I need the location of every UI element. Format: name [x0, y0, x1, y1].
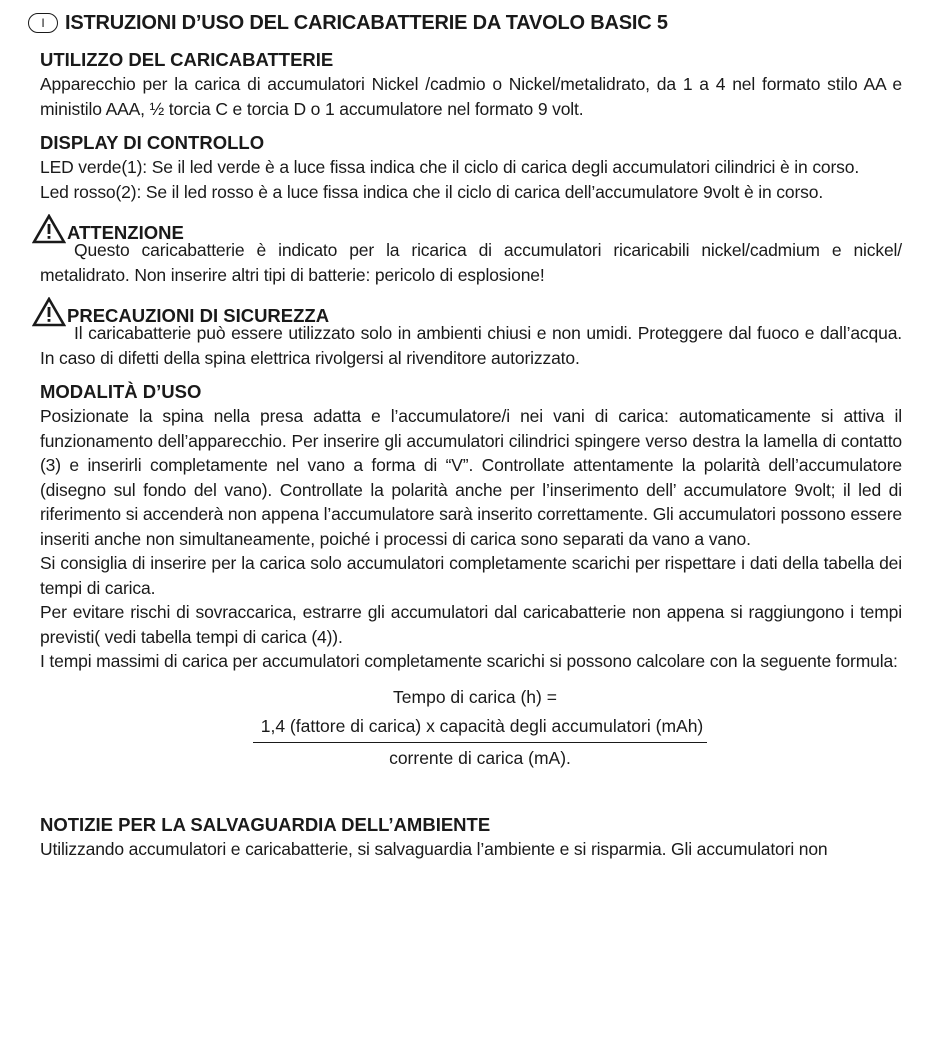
section-title-attenzione: ATTENZIONE [67, 222, 184, 243]
language-badge: I [28, 13, 58, 33]
paragraph-led-green: LED verde(1): Se il led verde è a luce fissa indica che il ciclo di carica degli accumulatori cilindrici è in corso. [40, 157, 860, 177]
document-title-text: ISTRUZIONI D’USO DEL CARICABATTERIE DA TAVOLO BASIC 5 [65, 12, 668, 34]
formula-denominator: corrente di carica (mA). [389, 747, 571, 768]
paragraph-ambiente: Utilizzando accumulatori e caricabatterie, si salvaguardia l’ambiente e si risparmia. Gli accumulatori non [40, 838, 828, 859]
paragraph-modalita-2: Si consiglia di inserire per la carica solo accumulatori completamente scarichi per rispettare i dati della tabella dei tempi di carica. [40, 553, 902, 598]
document-title [40, 8, 902, 38]
paragraph-modalita-4: I tempi massimi di carica per accumulatori completamente scarichi si possono calcolare con la seguente formula: [40, 651, 898, 671]
section-attenzione [40, 214, 902, 287]
section-utilizzo [40, 48, 902, 121]
paragraph-attenzione: Questo caricabatterie è indicato per la ricarica di accumulatori ricaricabili nickel/cadmium e nickel/ metalidrato. Non inserire altri tipi di batterie: pericolo di esplosione! [40, 240, 902, 285]
paragraph-modalita-3: Per evitare rischi di sovraccarica, estrarre gli accumulatori dal caricabatterie non appena si raggiungono i tempi previsti( vedi tabella tempi di carica (4)). [40, 602, 902, 647]
section-precauzioni [40, 297, 902, 370]
warning-triangle-icon [32, 297, 66, 327]
section-title-ambiente: NOTIZIE PER LA SALVAGUARDIA DELL’AMBIENTE [40, 813, 491, 835]
paragraph-led-red: Led rosso(2): Se il led rosso è a luce fissa indica che il ciclo di carica dell’accumulatore 9volt è in corso. [40, 181, 824, 202]
paragraph-modalita-1: Posizionate la spina nella presa adatta e l’accumulatore/i nei vani di carica: automaticamente si attiva il funzionamento dell’apparecchio. Per inserire gli accumulatori cilindrici spingere verso destra la lamella di contatto (3) e inserirli completamente nel vano a forma di “V”. Controllate attentamente la polarità dell’accumulatore (disegno sul fondo del vano). Controllate la polarità anche per l’inserimento dell’ accumulatore 9volt; il led di riferimento si accenderà non appena l’accumulatore sarà inserito correttamente. Gli accumulatori possono essere inseriti anche non simultaneamente, poiché i processi di carica sono separati da vano a vano. [40, 406, 902, 549]
section-title-precauzioni: PRECAUZIONI DI SICUREZZA [67, 305, 330, 326]
section-display [40, 131, 902, 204]
formula-fraction [253, 712, 708, 773]
warning-triangle-icon [32, 214, 66, 244]
paragraph-utilizzo: Apparecchio per la carica di accumulatori Nickel /cadmio o Nickel/metalidrato, da 1 a 4 nel formato stilo AA e ministilo AAA, ½ torcia C e torcia D o 1 accumulatore nel formato 9 volt. [40, 74, 902, 119]
section-title-utilizzo: UTILIZZO DEL CARICABATTERIE [40, 49, 334, 70]
formula-numerator: 1,4 (fattore di carica) x capacità degli accumulatori (mAh) [253, 712, 708, 743]
section-ambiente [40, 813, 902, 862]
formula-lhs: Tempo di carica (h) = [393, 686, 557, 707]
instruction-page [40, 8, 902, 861]
section-title-display: DISPLAY DI CONTROLLO [40, 132, 265, 153]
section-title-modalita: MODALITÀ D’USO [40, 381, 202, 402]
paragraph-precauzioni: Il caricabatterie può essere utilizzato solo in ambienti chiusi e non umidi. Proteggere dal fuoco e dall’acqua. In caso di difetti della spina elettrica rivolgersi al rivenditore autorizzato. [40, 323, 902, 368]
charge-time-formula [40, 682, 902, 773]
section-modalita [40, 380, 902, 773]
